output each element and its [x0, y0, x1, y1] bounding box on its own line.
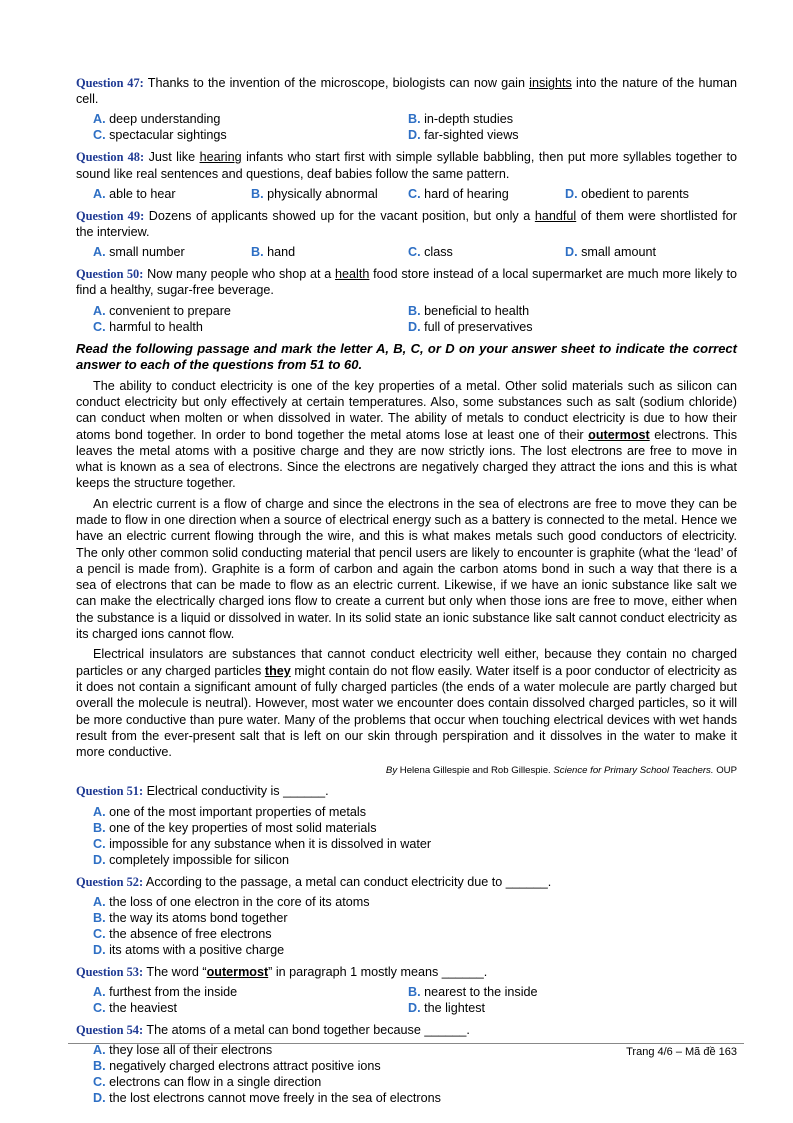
question-47: Question 47: Thanks to the invention of the microscope, biologists can now gain insights into the nature of the human cell.: [76, 76, 737, 107]
question-49: Question 49: Dozens of applicants showed up for the vacant position, but only a handful of them were shortlisted for the interview.: [76, 208, 737, 240]
passage-paragraph-3: Electrical insulators are substances that cannot conduct electricity well either, because they contain no charged particles or any charged particles they might contain do not flow easily. Water itself is a poor conductor of electricity as it does not contain a significant amount of fully charged particles (the ends of a water molecule are partly charged but overall the molecule is neutral). However, most water we encounter does contain dissolved charged particles, so it will be more conductive than pure water. Many of the problems that occur when touching electrical devices with wet hands result from the ever-present salt that is left on our skin through perspiration and it dissolves in the water to make it more conductive.: [76, 647, 737, 760]
option-c[interactable]: C. harmful to health: [93, 319, 203, 334]
key-word: hearing: [199, 150, 242, 165]
question-52: Question 52: According to the passage, a metal can conduct electricity due to ______.: [76, 874, 552, 889]
option-b[interactable]: B. hand: [251, 245, 296, 260]
option-b[interactable]: B. one of the key properties of most solid materials: [93, 820, 377, 835]
page-footer: Trang 4/6 – Mã đề 163: [626, 1046, 737, 1058]
options-49: [93, 244, 737, 260]
option-a[interactable]: A. furthest from the inside: [93, 985, 238, 1000]
option-d[interactable]: D. far-sighted views: [408, 128, 519, 143]
key-word: handful: [534, 208, 577, 223]
option-c[interactable]: C. electrons can flow in a single direction: [93, 1075, 322, 1090]
key-word: health: [335, 267, 370, 282]
key-word: they: [264, 663, 291, 678]
key-word: outermost: [588, 427, 650, 442]
options-53: [93, 984, 737, 1016]
option-a[interactable]: A. small number: [93, 245, 185, 260]
option-c[interactable]: C. impossible for any substance when it is dissolved in water: [93, 836, 432, 851]
option-d[interactable]: D. full of preservatives: [408, 319, 533, 334]
option-c[interactable]: C. the heaviest: [93, 1001, 178, 1016]
key-word: insights: [529, 76, 572, 90]
option-b[interactable]: B. in-depth studies: [408, 112, 514, 127]
option-c[interactable]: C. hard of hearing: [408, 186, 509, 201]
option-a[interactable]: A. one of the most important properties of metals: [93, 804, 366, 819]
key-word: outermost: [206, 964, 269, 979]
option-d[interactable]: D. its atoms with a positive charge: [93, 942, 285, 957]
option-d[interactable]: D. completely impossible for silicon: [93, 852, 289, 867]
footer-divider: [68, 1043, 744, 1044]
option-d[interactable]: D. the lost electrons cannot move freely in the sea of electrons: [93, 1091, 441, 1106]
options-48: [93, 186, 737, 202]
option-b[interactable]: B. physically abnormal: [251, 186, 378, 201]
options-47: [93, 111, 737, 143]
question-51: Question 51: Electrical conductivity is ______.: [76, 784, 329, 799]
passage-credit: By Helena Gillespie and Rob Gillespie. Science for Primary School Teachers. OUP: [385, 765, 737, 777]
option-c[interactable]: C. spectacular sightings: [93, 128, 227, 143]
question-53: Question 53: The word “outermost” in paragraph 1 mostly means ______.: [76, 964, 488, 979]
option-a[interactable]: A. able to hear: [93, 186, 176, 201]
option-a[interactable]: A. the loss of one electron in the core of its atoms: [93, 894, 370, 909]
option-c[interactable]: C. the absence of free electrons: [93, 926, 272, 941]
option-d[interactable]: D. small amount: [565, 245, 656, 260]
option-b[interactable]: B. the way its atoms bond together: [93, 910, 288, 925]
option-d[interactable]: D. the lightest: [408, 1001, 486, 1016]
passage-paragraph-2: An electric current is a flow of charge and since the electrons in the sea of electrons are free to move they can be made to flow in one direction when a source of electrical energy such as a battery is connected to the metal. Hence we have an electric current flowing through the wire, and this is what makes metals such good conductors of electricity. The only other common solid conducting material that pencil users are likely to encounter is graphite (what the ‘lead’ of a pencil is made from). Graphite is a form of carbon and again the carbon atoms bond in such a way that there is a sea of electrons that can be made to flow as an electric current. Likewise, if we have an ionic substance like salt we can make the electrically charged ions flow to create a current but only when those ions are free to move, either when the substance is a liquid or dissolved in water. In its solid state an ionic substance like salt cannot conduct electricity as its charged ions cannot flow.: [76, 496, 737, 642]
options-52: [93, 894, 737, 958]
option-b[interactable]: B. nearest to the inside: [408, 985, 538, 1000]
options-50: [93, 303, 737, 335]
option-c[interactable]: C. class: [408, 245, 453, 260]
question-48: Question 48: Just like hearing infants who start first with simple syllable babbling, then put more syllables together to sound like real sentences and questions, deaf babies follow the same pattern.: [76, 150, 737, 181]
passage-paragraph-1: The ability to conduct electricity is one of the key properties of a metal. Other solid materials such as silicon can conduct electricity but only effectively at certain temperatures. Also, some substances such as salt (sodium chloride) can conduct when molten or when dissolved in water. The ability of metals to conduct electricity is due to how their atoms bond together. In order to bond together the metal atoms lose at least one of their outermost electrons. This leaves the metal atoms with a positive charge and they are now strictly ions. The lost electrons are free to move in what is known as a sea of electrons. Since the electrons are negatively charged they attract the ions and this is what keeps the structure together.: [76, 378, 737, 491]
section-instruction: Read the following passage and mark the letter A, B, C, or D on your answer sheet to indicate the correct answer to each of the questions from 51 to 60.: [76, 340, 737, 373]
question-54: Question 54: The atoms of a metal can bond together because ______.: [76, 1023, 470, 1038]
option-d[interactable]: D. obedient to parents: [565, 186, 689, 201]
option-a[interactable]: A. deep understanding: [93, 112, 221, 127]
option-b[interactable]: B. beneficial to health: [408, 303, 530, 318]
question-50: Question 50: Now many people who shop at a health food store instead of a local supermarket are much more likely to find a healthy, sugar-free beverage.: [76, 267, 737, 298]
options-51: [93, 804, 737, 868]
option-a[interactable]: A. convenient to prepare: [93, 303, 231, 318]
exam-page: [76, 75, 737, 1112]
option-a[interactable]: A. they lose all of their electrons: [93, 1043, 273, 1058]
option-b[interactable]: B. negatively charged electrons attract positive ions: [93, 1059, 381, 1074]
